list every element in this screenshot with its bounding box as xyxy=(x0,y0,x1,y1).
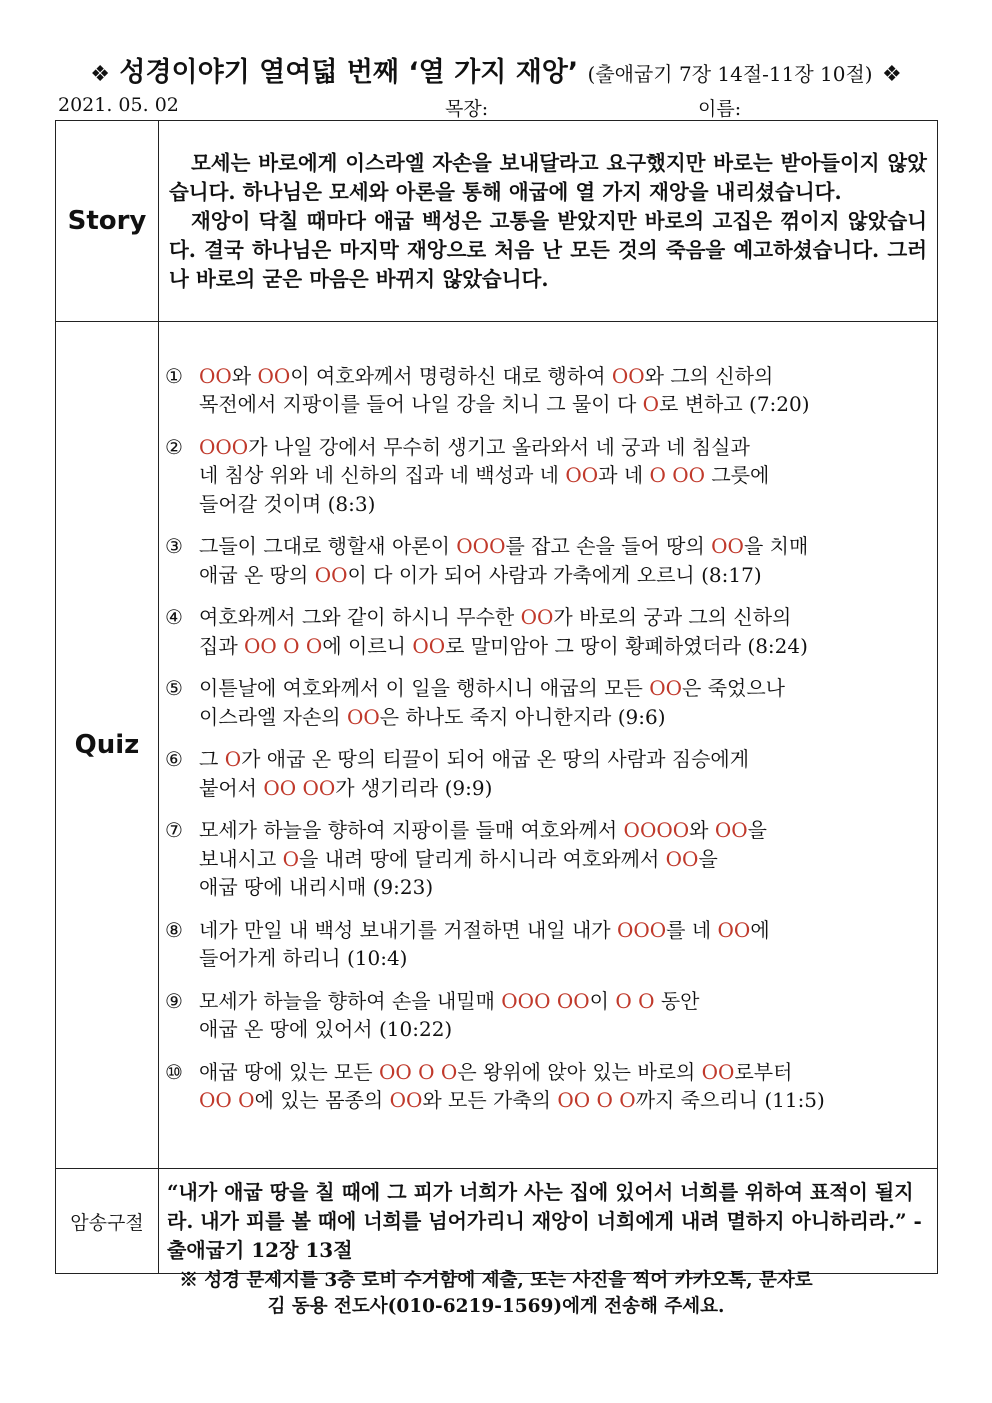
answer-blank: OO xyxy=(199,363,232,388)
answer-blank: OOO xyxy=(501,988,551,1013)
answer-blank: O xyxy=(619,1088,636,1112)
answer-blank: OO xyxy=(557,1088,591,1112)
date: 2021. 05. 02 xyxy=(58,94,179,116)
answer-blank: OO xyxy=(649,676,683,700)
story-label: Story xyxy=(56,121,159,322)
quiz-question: 그 O가 애굽 온 땅의 티끌이 되어 애굽 온 땅의 사람과 짐승에게 붙어서 OO OO가 생기리라 (9:9) xyxy=(199,747,750,800)
answer-blank: O xyxy=(642,392,660,416)
pastor-field-label: 목장: xyxy=(445,98,489,120)
answer-blank: OO xyxy=(520,605,554,629)
quiz-question: 그들이 그대로 행할새 아론이 OOO를 잡고 손을 들어 땅의 OO을 치매 애굽 온 땅의 OO이 다 이가 되어 사람과 가축에게 오르니 (8:17) xyxy=(199,534,809,587)
quiz-row xyxy=(56,322,938,1169)
quiz-list xyxy=(159,322,938,1169)
quiz-number: ③ xyxy=(165,534,183,558)
quiz-number: ④ xyxy=(165,605,183,629)
quiz-question: 모세가 하늘을 향하여 지팡이를 들매 여호와께서 OOOO와 OO을 보내시고 O을 내려 땅에 달리게 하시니라 여호와께서 OO을 애굽 땅에 내리시매 (9:23) xyxy=(199,818,767,899)
quiz-number: ⑧ xyxy=(165,917,183,942)
answer-blank: OO xyxy=(244,633,277,658)
answer-blank: O xyxy=(440,1059,458,1084)
worksheet-table xyxy=(55,120,938,1274)
answer-blank: OO xyxy=(665,846,699,871)
quiz-question: OO와 OO이 여호와께서 명령하신 대로 행하여 OO와 그의 신하의 목전에서 지팡이를 들어 나일 강을 치니 그 물이 다 O로 변하고 (7:20) xyxy=(199,363,810,416)
answer-blank: OO xyxy=(379,1059,412,1084)
answer-blank: OO xyxy=(717,917,751,942)
answer-blank: O xyxy=(224,747,242,771)
story-paragraph: 모세는 바로에게 이스라엘 자손을 보내달라고 요구했지만 바로는 받아들이지 않았습니다. 하나님은 모세와 아론을 통해 애굽에 열 가지 재앙을 내리셨습니다. xyxy=(169,150,927,204)
quiz-item xyxy=(165,816,927,902)
answer-blank: OOO xyxy=(456,534,506,558)
quiz-number: ⑩ xyxy=(165,1059,183,1084)
quiz-item xyxy=(165,916,927,973)
answer-blank: OO xyxy=(565,463,599,487)
title-scripture: (출애굽기 7장 14절-11장 10절) xyxy=(587,62,873,86)
header-meta xyxy=(58,94,938,122)
answer-blank: O xyxy=(282,846,300,871)
answer-blank: O xyxy=(638,988,655,1013)
quiz-number: ② xyxy=(165,434,183,459)
diamond-icon: ❖ xyxy=(882,62,902,87)
answer-blank: O xyxy=(305,633,323,658)
answer-blank: OO xyxy=(302,775,336,800)
memory-verse-text: “내가 애굽 땅을 칠 때에 그 피가 너희가 사는 집에 있어서 너희를 위하여 표적이 될지라. 내가 피를 볼 때에 너희를 넘어가리니 재앙이 너희에게 내려 멸하지 아니하리라.” - 출애굽기 12장 13절 xyxy=(159,1169,938,1274)
page-title xyxy=(0,50,992,89)
submission-note-line: 김 동용 전도사(010-6219-1569)에게 전송해 주세요. xyxy=(267,1296,725,1317)
story-text xyxy=(159,121,938,322)
memory-verse-label: 암송구절 xyxy=(56,1169,159,1274)
answer-blank: O xyxy=(596,1088,613,1112)
answer-blank: OO xyxy=(556,988,590,1013)
answer-blank: OO xyxy=(672,463,706,487)
quiz-question: 여호와께서 그와 같이 하시니 무수한 OO가 바로의 궁과 그의 신하의 집과 OO O O에 이르니 OO로 말미암아 그 땅이 황폐하였더라 (8:24) xyxy=(199,605,808,658)
answer-blank: OO xyxy=(389,1088,423,1112)
quiz-question: 애굽 땅에 있는 모든 OO O O은 왕위에 앉아 있는 바로의 OO로부터 OO O에 있는 몸종의 OO와 모든 가축의 OO O O까지 죽으리니 (11:5) xyxy=(199,1059,825,1112)
quiz-item xyxy=(165,603,927,660)
answer-blank: OO xyxy=(199,1088,232,1112)
answer-blank: O xyxy=(615,988,632,1013)
answer-blank: OO xyxy=(346,704,380,729)
answer-blank: OO xyxy=(263,775,297,800)
quiz-label: Quiz xyxy=(56,322,159,1169)
answer-blank: OO xyxy=(412,633,446,658)
quiz-question: OOO가 나일 강에서 무수히 생기고 올라와서 네 궁과 네 침실과 네 침상 위와 네 신하의 집과 네 백성과 네 OO과 네 O OO 그릇에 들어갈 것이며 (8:3) xyxy=(199,434,770,516)
answer-blank: OOO xyxy=(199,434,249,459)
answer-blank: OO xyxy=(314,562,348,587)
title-main: 성경이야기 열여덟 번째 ‘열 가지 재앙’ xyxy=(119,57,579,88)
submission-note xyxy=(0,1268,992,1320)
quiz-item xyxy=(165,433,927,519)
answer-blank: O xyxy=(238,1088,255,1112)
memory-verse-row xyxy=(56,1169,938,1274)
quiz-item xyxy=(165,674,927,731)
quiz-question: 모세가 하늘을 향하여 손을 내밀매 OOO OO이 O O 동안 애굽 온 땅에 있어서 (10:22) xyxy=(199,988,700,1041)
answer-blank: O xyxy=(283,633,300,658)
diamond-icon: ❖ xyxy=(90,62,110,87)
answer-blank: OO xyxy=(701,1059,735,1084)
answer-blank: O xyxy=(418,1059,435,1084)
quiz-item xyxy=(165,362,927,419)
answer-blank: OO xyxy=(611,363,645,388)
quiz-item xyxy=(165,532,927,589)
quiz-number: ⑥ xyxy=(165,747,183,771)
quiz-item xyxy=(165,1058,927,1115)
quiz-question: 네가 만일 내 백성 보내기를 거절하면 내일 내가 OOO를 네 OO에 들어가게 하리니 (10:4) xyxy=(199,917,770,970)
quiz-number: ① xyxy=(165,363,183,388)
quiz-item xyxy=(165,745,927,802)
submission-note-line: ※ 성경 문제지를 3층 로비 수거함에 제출, 또는 사진을 찍어 카카오톡, 문자로 xyxy=(179,1270,813,1291)
answer-blank: OO xyxy=(711,534,744,558)
answer-blank: OO xyxy=(257,363,291,388)
quiz-question: 이튿날에 여호와께서 이 일을 행하시니 애굽의 모든 OO은 죽었으나 이스라엘 자손의 OO은 하나도 죽지 아니한지라 (9:6) xyxy=(199,676,785,729)
quiz-number: ⑤ xyxy=(165,676,183,700)
story-paragraph: 재앙이 닥칠 때마다 애굽 백성은 고통을 받았지만 바로의 고집은 꺾이지 않았습니다. 결국 하나님은 마지막 재앙으로 처음 난 모든 것의 죽음을 예고하셨습니다. 그러나 바로의 굳은 마음은 바뀌지 않았습니다. xyxy=(169,208,927,291)
name-field-label: 이름: xyxy=(698,98,742,120)
answer-blank: OOO xyxy=(616,917,667,942)
quiz-item xyxy=(165,987,927,1044)
answer-blank: OO xyxy=(714,818,748,842)
answer-blank: OOOO xyxy=(623,818,690,842)
story-row xyxy=(56,121,938,322)
answer-blank: O xyxy=(649,463,666,487)
quiz-number: ⑦ xyxy=(165,818,183,842)
quiz-number: ⑨ xyxy=(165,988,183,1013)
